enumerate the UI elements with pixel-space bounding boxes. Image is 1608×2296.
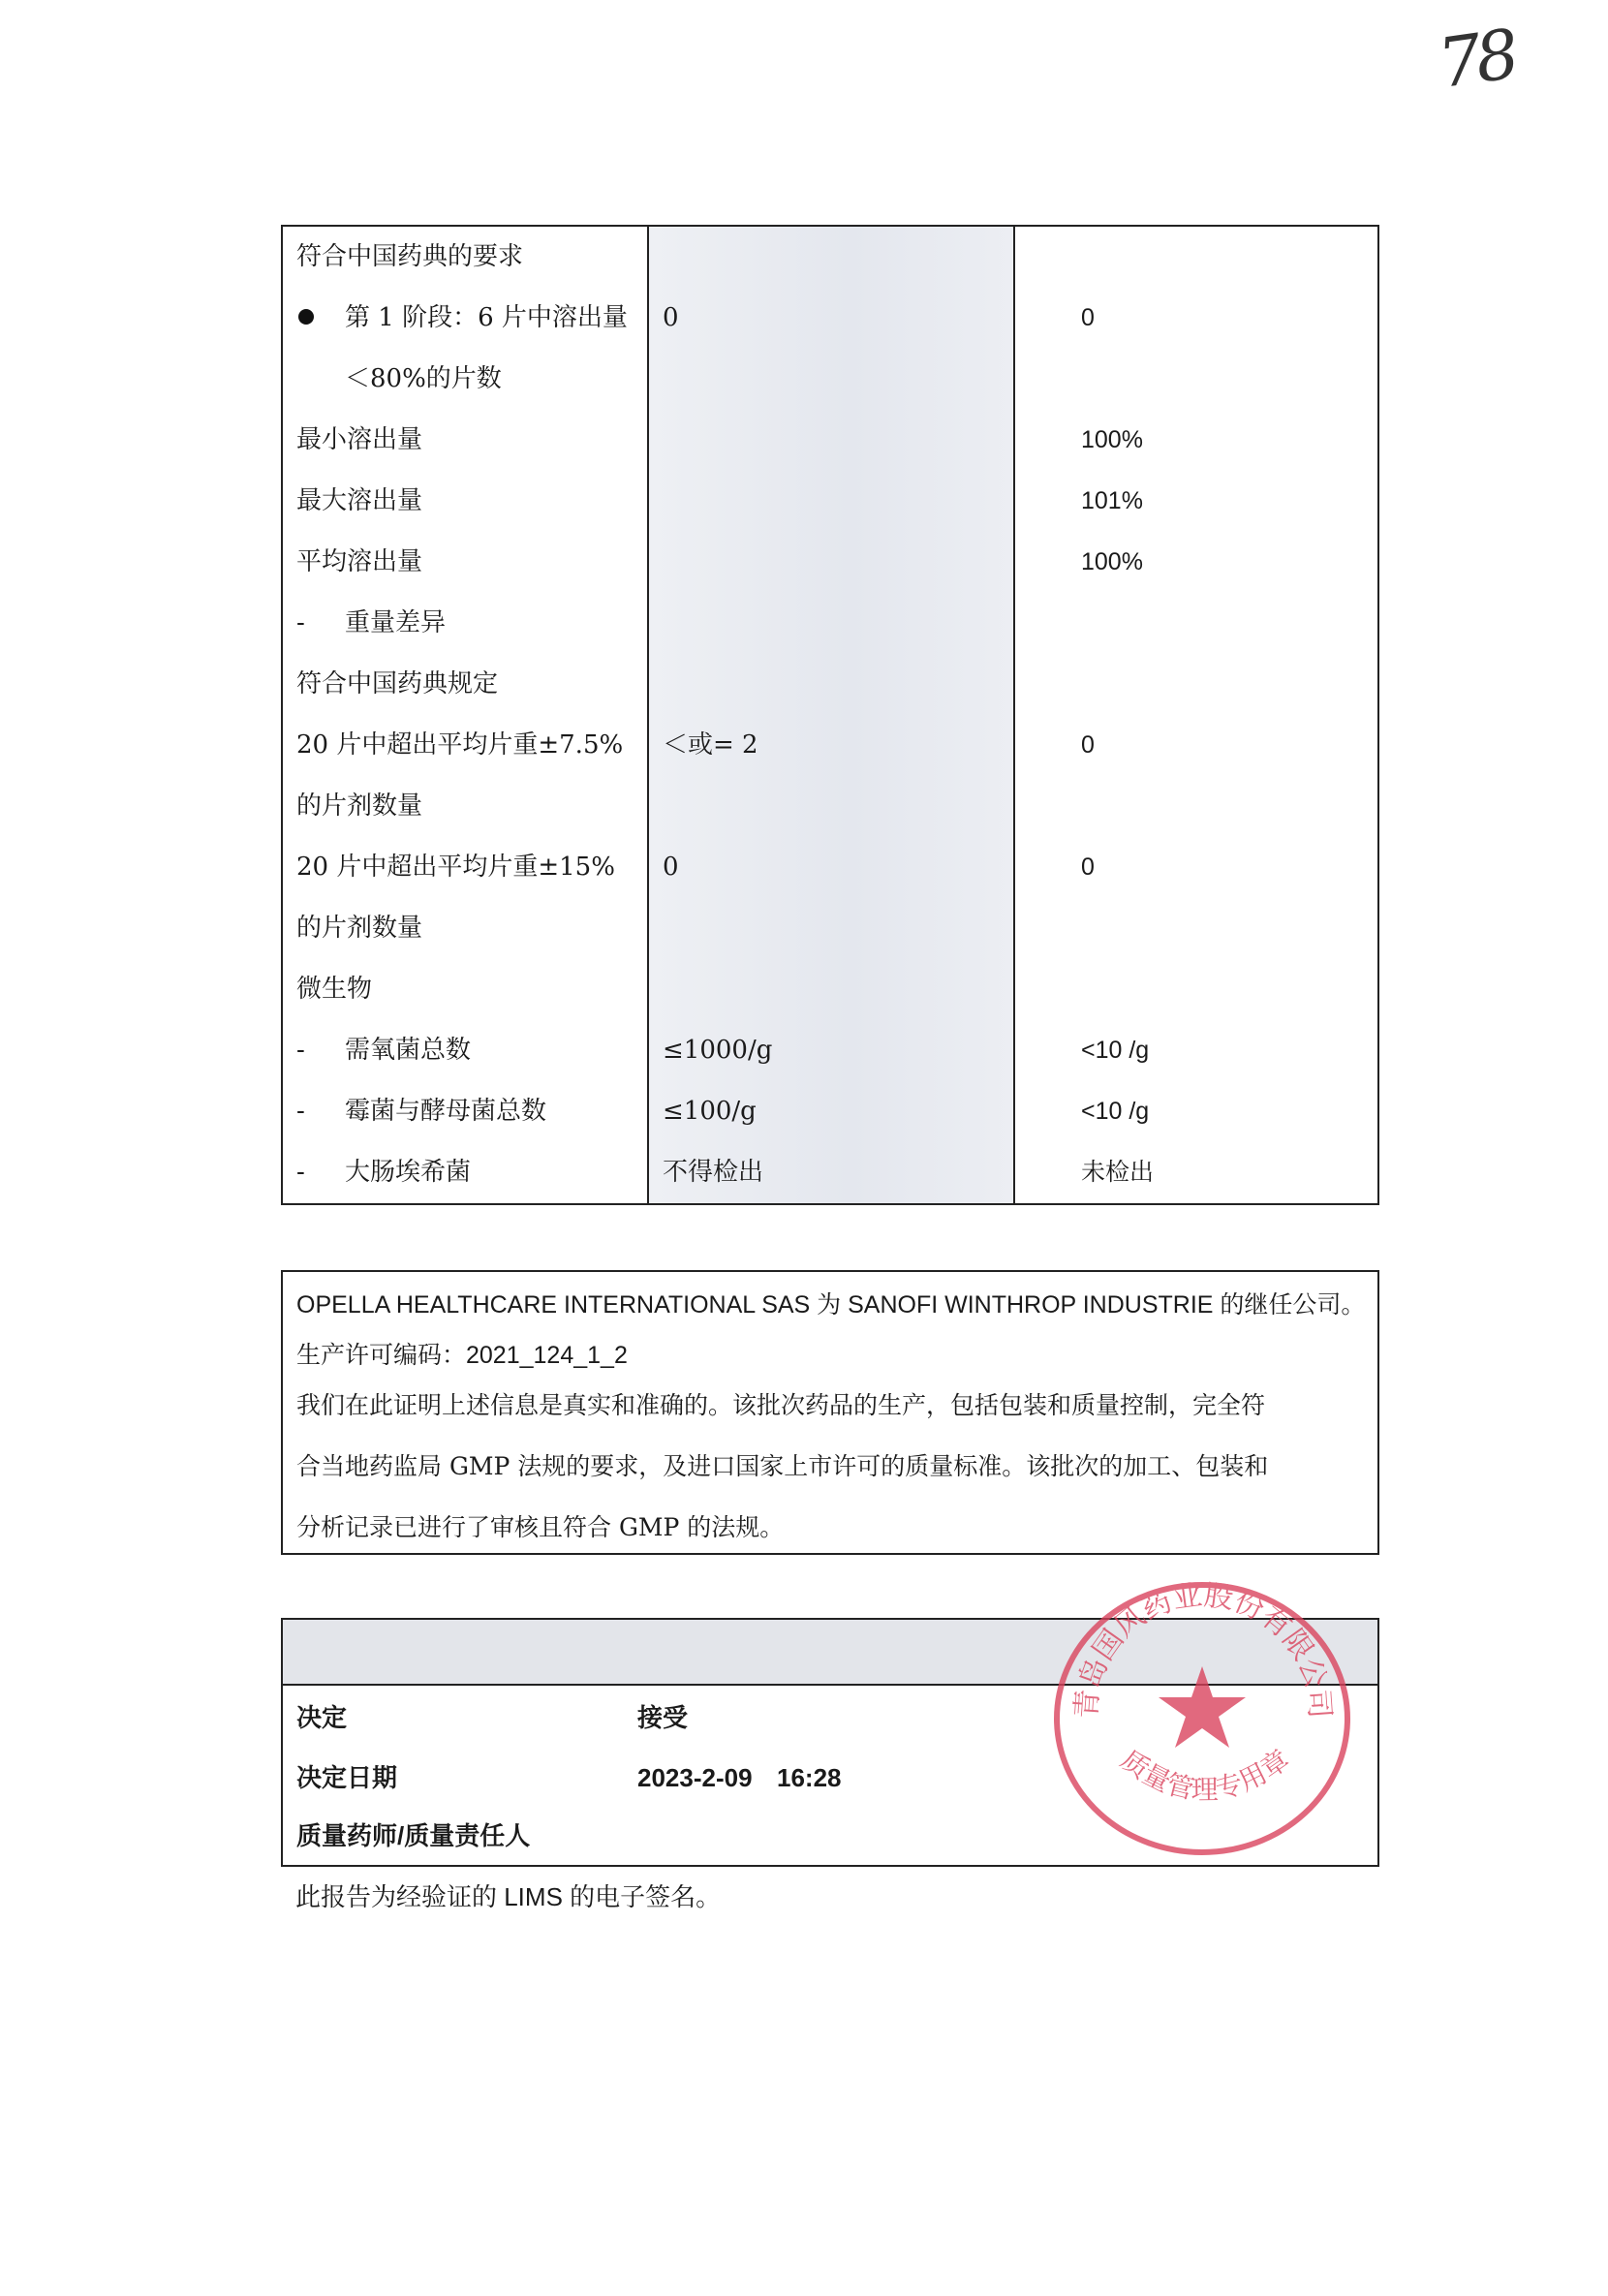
- list-dash: -: [296, 1097, 305, 1126]
- result-cell: 100%: [1081, 426, 1143, 453]
- test-item-cell: 的片剂数量: [296, 914, 423, 943]
- table-row: [283, 959, 1377, 1020]
- statement-line: 我们在此证明上述信息是真实和准确的。该批次药品的生产，包括包装和质量控制，完全符: [296, 1391, 1266, 1419]
- result-cell: <10 /g: [1081, 1098, 1150, 1125]
- table-row: [283, 898, 1377, 959]
- table-row: [283, 227, 1377, 288]
- specification-cell: 0: [663, 303, 679, 332]
- test-item-cell: 20 片中超出平均片重±7.5%: [296, 730, 624, 760]
- specification-cell: 0: [663, 853, 679, 882]
- test-item-cell: 的片剂数量: [296, 791, 423, 821]
- table-row: [283, 288, 1377, 349]
- statement-line: 分析记录已进行了审核且符合 GMP 的法规。: [296, 1513, 785, 1541]
- decision-date-label: 决定日期: [296, 1763, 398, 1792]
- decision-label: 决定: [296, 1703, 348, 1732]
- seal-star-icon: [1159, 1666, 1246, 1748]
- table-row: [283, 1020, 1377, 1081]
- bullet-icon: [298, 309, 314, 325]
- result-cell: 0: [1081, 304, 1095, 331]
- test-item-cell: 符合中国药典规定: [296, 669, 499, 698]
- test-item-cell: 20 片中超出平均片重±15%: [296, 853, 615, 882]
- table-row: [283, 410, 1377, 471]
- table-row: [283, 776, 1377, 837]
- seal-bottom-text: 质量管理专用章: [1114, 1743, 1296, 1807]
- table-row: [283, 654, 1377, 715]
- test-item-cell: 微生物: [296, 975, 373, 1004]
- test-item-cell: 最大溶出量: [296, 486, 423, 515]
- test-item-cell: 大肠埃希菌: [345, 1158, 472, 1187]
- test-item-cell: ＜80%的片数: [345, 364, 502, 393]
- list-dash: -: [296, 1036, 305, 1065]
- result-cell: 0: [1081, 853, 1095, 881]
- result-cell: 101%: [1081, 487, 1143, 514]
- statement-line: 合当地药监局 GMP 法规的要求，及进口国家上市许可的质量标准。该批次的加工、包装和: [296, 1452, 1269, 1480]
- table-row: [283, 715, 1377, 776]
- decision-time-value: 16:28: [777, 1763, 842, 1792]
- table-row: [283, 471, 1377, 532]
- result-cell: 0: [1081, 731, 1095, 759]
- table-row: [283, 593, 1377, 654]
- test-item-cell: 第 1 阶段：6 片中溶出量: [345, 303, 628, 332]
- result-cell: <10 /g: [1081, 1037, 1150, 1064]
- test-item-cell: 符合中国药典的要求: [296, 242, 524, 271]
- result-cell: 未检出: [1081, 1159, 1155, 1186]
- result-cell: 100%: [1081, 548, 1143, 575]
- specification-cell: ≤100/g: [663, 1097, 757, 1126]
- results-table: [281, 225, 1379, 1205]
- certification-statement: [281, 1270, 1379, 1555]
- seal-top-text: 青岛国风药业股份有限公司: [1069, 1578, 1337, 1720]
- specification-cell: 不得检出: [663, 1158, 764, 1187]
- list-dash: -: [296, 1158, 305, 1187]
- test-item-cell: 平均溶出量: [296, 547, 423, 576]
- statement-line: OPELLA HEALTHCARE INTERNATIONAL SAS 为 SANOFI WINTHROP INDUSTRIE 的继任公司。: [296, 1291, 1366, 1319]
- list-dash: -: [296, 608, 305, 637]
- table-row: [283, 532, 1377, 593]
- table-row: [283, 837, 1377, 898]
- table-row: [283, 1081, 1377, 1142]
- signature-note: 此报告为经验证的 LIMS 的电子签名。: [295, 1882, 722, 1911]
- test-item-cell: 最小溶出量: [296, 425, 423, 454]
- test-item-cell: 需氧菌总数: [345, 1036, 472, 1065]
- company-seal: [1048, 1577, 1356, 1860]
- page-number: 78: [1433, 15, 1519, 104]
- decision-date-value: 2023-2-09: [637, 1763, 753, 1792]
- decision-value: 接受: [637, 1703, 689, 1732]
- test-item-cell: 霉菌与酵母菌总数: [345, 1097, 547, 1126]
- statement-line: 生产许可编码：2021_124_1_2: [296, 1342, 628, 1369]
- table-row: [283, 349, 1377, 410]
- test-item-cell: 重量差异: [345, 608, 447, 637]
- pharmacist-label: 质量药师/质量责任人: [296, 1821, 531, 1850]
- specification-cell: ＜或= 2: [663, 730, 758, 760]
- table-row: [283, 1142, 1377, 1203]
- specification-cell: ≤1000/g: [663, 1036, 773, 1065]
